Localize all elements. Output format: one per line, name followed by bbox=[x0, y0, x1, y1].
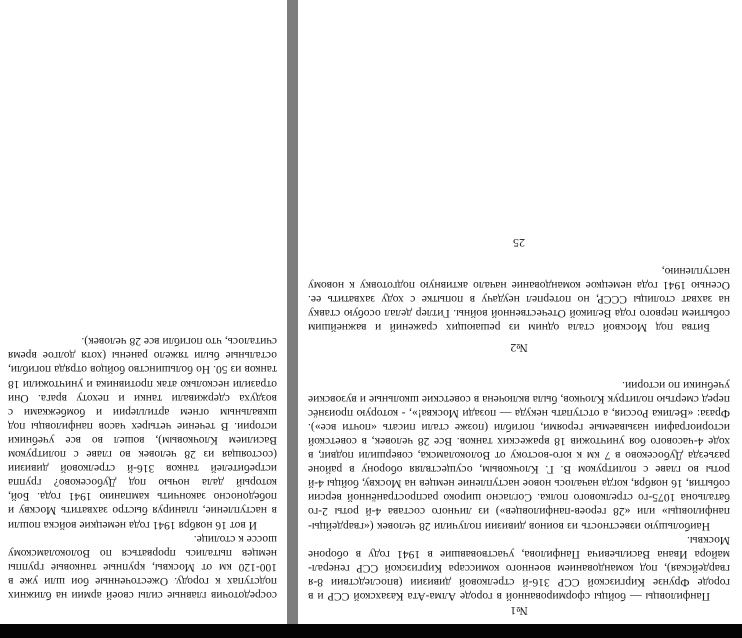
section-1-paragraph-1: Панфиловцы — бойцы сформированной в городе Алма-Ата Казахской ССР и в городе Фрунзе Киргизской ССР 316-й стрелковой дивизии (впоследствии 8-я гвардейская), под командованием военного комиссара Киргизской ССР генерал-майора Ивана Васильевича Панфилова, участвовавшие в 1941 году в обороне Москвы. bbox=[308, 533, 730, 603]
section-2-paragraph-1: Битва под Москвой стала одним из решающих сражений и важнейшим событием первого года Великой Отечественной войны. Гитлер делал особую ставку на захват столицы СССР, но потерпел неудачу в попытке с ходу захватить ее. Осенью 1941 года немецкое командование начало активную подготовку к новому наступлению, bbox=[308, 265, 730, 335]
right-page bbox=[298, 0, 742, 624]
right-page-content bbox=[298, 0, 742, 624]
left-page-content bbox=[0, 0, 287, 624]
left-paragraph-2: И вот 16 ноября 1941 года немецкие войска пошли в наступление, планируя быстро захватить Москву и победоносно закончить кампанию 1941 года. Бой, который дала ночью под Дубосеково? группа истребителей танков 316-й стрелковой дивизии (состоящая из 28 человек во главе с политруком Василием Клочковым), вошел во все учебники истории. В течение четырех часов панфиловцы под шквальным огнем артиллерии и бомбежками с воздуха сдерживали танки и пехоту врага. Они отразили несколько атак противника и уничтожили 18 танков из 50. Но большинство бойцов отряда погибли, остальные были тяжело ранены (хотя долгое время считалось, что погибли все 28 человек). bbox=[8, 335, 277, 531]
scan-bottom-edge bbox=[0, 624, 742, 638]
book-spine bbox=[287, 0, 298, 624]
page-number: 25 bbox=[513, 236, 525, 251]
section-1-paragraph-2: Наибольшую известность из воинов дивизии получили 28 человек («гвардейцы-панфиловцы» или «28 героев-панфиловцев») из личного состава 4-й роты 2-го батальона 1075-го стрелкового полка. Согласно широко распространённой версии события, 16 ноября, когда началось новое наступление немцев на Москву, бойцы 4-й роты во главе с политруком В. Г. Клочковым, осуществляя оборону в районе разъезда Дубосеково в 7 км к юго-востоку от Волоколамска, совершили подвиг, в ходе 4-часового боя уничтожив 18 вражеских танков. Все 28 человек, в советской историографии называемые героями, погибли (позже стали писать «почти все»). Фраза: «Велика Россия, а отступать некуда — позади Москва!», - которую произнёс перед смертью политрук Клочков, была включена в советские школьные и вузовские учебники по истории. bbox=[308, 378, 730, 533]
section-1-label: №1 bbox=[510, 604, 528, 618]
left-paragraph-1: сосредоточив главные силы своей армии на ближних подступах к городу. Ожесточенные бои шли уже в 100-120 км от Москвы, крупные танковые группы немцев пытались прорваться по Волоколамскому шоссе к столице. bbox=[8, 532, 277, 601]
section-2-label: №2 bbox=[510, 341, 528, 356]
left-page bbox=[0, 0, 287, 624]
